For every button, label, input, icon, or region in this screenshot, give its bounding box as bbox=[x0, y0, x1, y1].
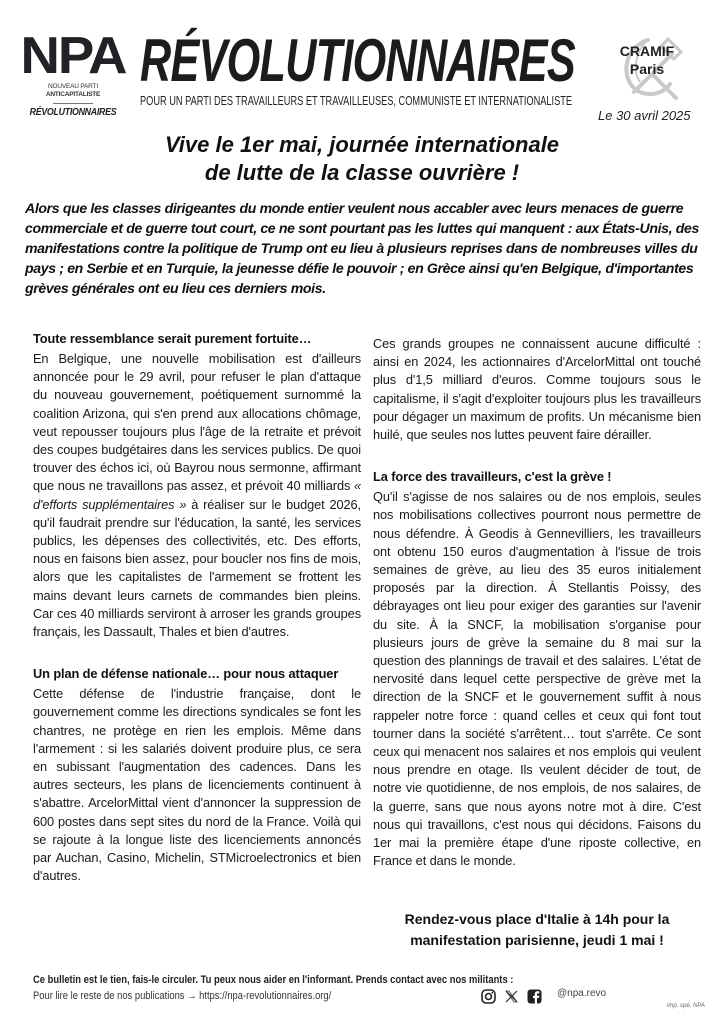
body-text: En Belgique, une nouvelle mobilisation est d'ailleurs annoncée pour le 29 avril, pour refuser le plan d'attaque du nouveau gouvernement, poétiquement surnommé la coalition Arizona, qui s'en prend aux allocations chômage, veut repousser toujours plus l'âge de la retraite et prévoit des coupes budgétaires dans les services publics. De quoi trouver des échos ici, où Bayrou nous sermonne, affirmant que nous ne travaillons pas assez, et prévoit 40 milliards bbox=[33, 351, 361, 494]
cramif-label bbox=[608, 42, 686, 78]
social-handle[interactable]: @npa.revo bbox=[557, 988, 607, 999]
instagram-icon[interactable] bbox=[481, 989, 496, 1004]
masthead-title: RÉVOLUTIONNAIRES bbox=[140, 27, 575, 94]
body-text: à réaliser sur le budget 2026, qu'il faudrait prendre sur l'éducation, la santé, les services publics, les dépenses des collectivités, etc. Des efforts, nous en faisons bien assez, pour boucler nos fins de mois, alors que les capitalistes de l'armement se frottent les mains devant leurs carnets de commandes bien pleins. Car ces 40 milliards serviront à arroser les grands groupes français, les Dassault, Thales et bien d'autres. bbox=[33, 496, 361, 640]
section-heading-greve: La force des travailleurs, c'est la grève ! bbox=[373, 469, 612, 485]
facebook-icon[interactable] bbox=[527, 989, 542, 1004]
npa-logo-wordmark: NPA bbox=[20, 27, 126, 85]
rendezvous-callout bbox=[373, 909, 701, 951]
x-icon[interactable] bbox=[504, 989, 519, 1004]
footer-website-link[interactable]: Pour lire le reste de nos publications → https://npa-revolutionnaires.org/ bbox=[33, 990, 332, 1002]
intro-paragraph: Alors que les classes dirigeantes du monde entier veulent nous accabler avec leurs menaces de guerre commerciale et de guerre tout court, ce ne sont pourtant pas les luttes qui manquent : aux États-Unis, des manifestations contre la politique de Trump ont eu lieu à plusieurs reprises dans de nombreuses villes du pays ; en Serbie et en Turquie, la jeunesse défie le pouvoir ; en Grèce ainsi qu'en Belgique, d'importantes grèves générales ont eu lieu ces derniers mois. bbox=[25, 200, 699, 296]
footer-contact-text: Ce bulletin est le tien, fais-le circuler. Tu peux nous aider en l'informant. Prends contact avec nos militants : bbox=[33, 974, 514, 986]
rendezvous-line2: manifestation parisienne, jeudi 1 mai ! bbox=[410, 932, 664, 948]
cramif-badge bbox=[608, 36, 686, 102]
section-body-greve: Qu'il s'agisse de nos salaires ou de nos emplois, seules nos mobilisations collectives pourront nous permettre de nous défendre. À Geodis à Gennevilliers, les travailleurs ont obtenu 150 euros d'augmentation à l'issue de trois semaines de grève, au lieu des 35 euros initialement proposés par la direction. À Stellantis Poissy, des débrayages ont lieu pour exiger des garanties sur l'avenir du site. À la SNCF, la mobilisation s'organise pour plusieurs jours de grève la semaine du 8 mai sur la question des plannings de travail et des salaires. L'état de nervosité dans lequel cette perspective de grève met la direction de la SNCF et le gouvernement suffit à nous rappeler notre force : quand celles et ceux qui font tout tourner dans la société s'arrêtent… tout s'arrête. Ce sont ceux qui menacent nos salaires et nos emplois qui veulent nous prendre en otage. Ils veulent décider de tout, de notre vie quotidienne, de nos emplois, de nos salaires, de la guerre, sans que nous ayons notre mot à dire. C'est nous qui travaillons, c'est nous qui décidons. Faisons du 1er mai la première étape d'une riposte collective, en France et dans le monde. bbox=[373, 489, 701, 869]
cramif-line1: CRAMIF bbox=[619, 43, 675, 59]
npa-logo bbox=[18, 27, 128, 119]
npa-logo-line3: RÉVOLUTIONNAIRES bbox=[29, 107, 117, 118]
section-heading-defense: Un plan de défense nationale… pour nous attaquer bbox=[33, 666, 339, 682]
cramif-line2: Paris bbox=[629, 61, 665, 77]
quoted-text: « d'efforts supplémentaires » bbox=[33, 478, 361, 512]
rendezvous-line1: Rendez-vous place d'Italie à 14h pour la bbox=[404, 911, 670, 927]
footer bbox=[33, 973, 713, 1009]
masthead bbox=[140, 27, 590, 108]
headline bbox=[0, 131, 724, 187]
left-column bbox=[33, 330, 361, 907]
headline-line2: de lutte de la classe ouvrière ! bbox=[204, 160, 520, 185]
imprint-text: imp. spé. NPA bbox=[667, 1003, 705, 1009]
headline-line1: Vive le 1er mai, journée internationale bbox=[164, 132, 560, 157]
issue-date: Le 30 avril 2025 bbox=[598, 108, 691, 123]
social-icons bbox=[481, 989, 542, 1004]
section-body-defense: Cette défense de l'industrie française, dont le gouvernement comme les directions syndicales se font les chantres, ne protège en rien les emplois. Même dans l'armement : si les salariés doivent produire plus, ce sera en subissant l'augmentation des cadences. Dans les autres secteurs, les plans de licenciements continuent à s'abattre. ArcelorMittal vient d'annoncer la suppression de 600 postes dans sept sites du nord de la France. Voilà qui se rajoute à la longue liste des licenciements annoncés par Auchan, Casino, Michelin, STMicroelectronics et bien d'autres. bbox=[33, 686, 361, 884]
npa-logo-divider bbox=[53, 103, 93, 104]
paragraph-groupes: Ces grands groupes ne connaissent aucune difficulté : ainsi en 2024, les actionnaires d'ArcelorMittal ont touché plus d'1,5 milliard d'euros. Comme toujours sous le capitalisme, il s'agit d'exploiter toujours plus les travailleurs pour dégager un maximum de profits. Un mécanisme bien huilé, que seules nos luttes peuvent faire dérailler. bbox=[373, 336, 701, 443]
section-heading-resemblance: Toute ressemblance serait purement fortuite… bbox=[33, 331, 312, 346]
npa-logo-line2: ANTICAPITALISTE bbox=[45, 91, 101, 98]
section-body-resemblance bbox=[33, 350, 361, 641]
right-column bbox=[373, 335, 701, 892]
npa-logo-line1: NOUVEAU PARTI bbox=[48, 83, 98, 90]
masthead-tagline: POUR UN PARTI DES TRAVAILLEURS ET TRAVAILLEUSES, COMMUNISTE ET INTERNATIONALISTE bbox=[140, 93, 573, 108]
